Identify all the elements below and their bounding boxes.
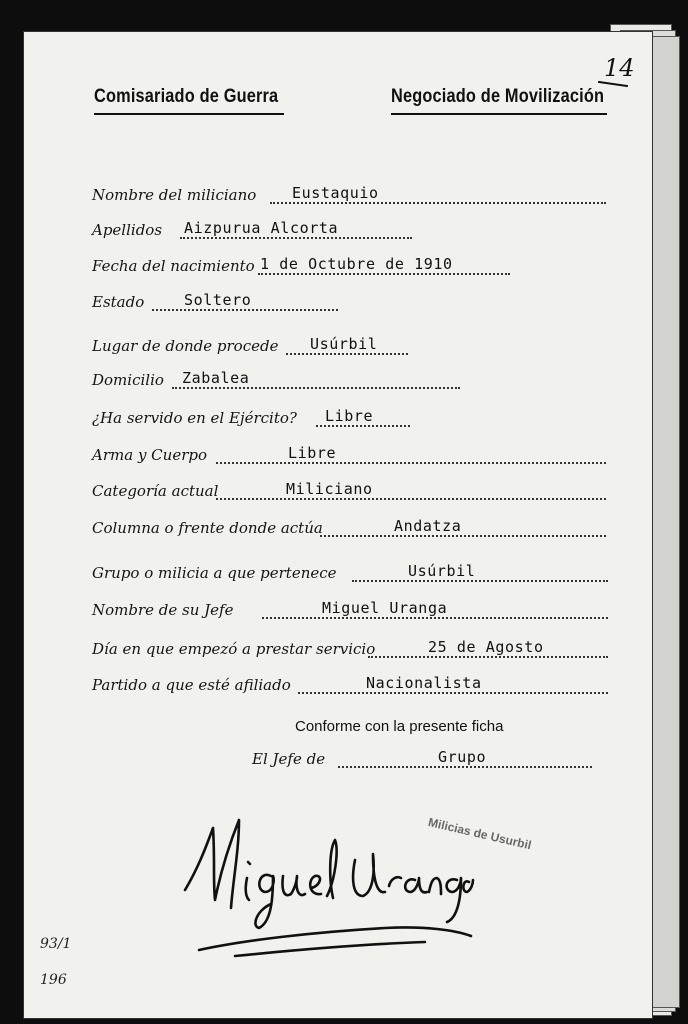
header-left-underline [94,113,284,115]
field-row-lugar [92,331,408,359]
field-row-apellidos [92,215,412,243]
field-value: Aizpurua Alcorta [184,219,339,237]
field-dotted-line [338,766,592,768]
field-dotted-line [320,535,606,537]
field-row-estado [92,287,338,315]
field-dotted-line [286,353,408,355]
header-right-underline [391,113,607,115]
field-label: Partido a que esté afiliado [92,676,291,694]
field-value: Miliciano [286,480,373,498]
field-dotted-line [270,202,606,204]
field-label: Columna o frente donde actúa [92,519,323,537]
field-dotted-line [316,425,410,427]
jefe-row [252,744,592,772]
field-label: Apellidos [92,221,163,239]
field-value: Nacionalista [366,674,482,692]
jefe-label: El Jefe de [252,750,326,768]
field-value: Usúrbil [408,562,476,580]
jefe-value: Grupo [438,748,487,766]
field-value: Zabalea [182,369,250,387]
field-row-grupo [92,558,608,586]
field-row-ejercito [92,403,410,431]
field-value: 25 de Agosto [428,638,544,656]
field-value: Eustaquio [292,184,379,202]
archive-number-1: 93/1 [40,936,72,952]
handwritten-signature [175,800,475,970]
field-label: Lugar de donde procede [92,337,279,355]
field-dotted-line [216,498,606,500]
field-row-jefe [92,595,608,623]
conforme-text: Conforme con la presente ficha [295,718,504,735]
field-label: Arma y Cuerpo [92,446,207,464]
field-dotted-line [180,237,412,239]
field-label: Grupo o milicia a que pertenece [92,564,337,582]
field-row-partido [92,670,608,698]
field-label: ¿Ha servido en el Ejército? [92,409,297,427]
header-right-title: Negociado de Movilización [391,86,605,107]
field-value: Usúrbil [310,335,378,353]
field-value: Miguel Uranga [322,599,448,617]
field-value: Andatza [394,517,462,535]
field-label: Día en que empezó a prestar servicio [92,640,376,658]
field-value: Soltero [184,291,252,309]
field-row-columna [92,513,606,541]
field-row-arma [92,440,606,468]
field-dotted-line [368,656,608,658]
field-dotted-line [258,273,510,275]
ink-stamp: Milicias de Usurbil [426,815,533,853]
reference-number: 14 [604,54,635,82]
field-dotted-line [262,617,608,619]
field-label: Fecha del nacimiento [92,257,255,275]
archive-number-2: 196 [40,972,67,988]
field-row-nombre [92,180,608,208]
field-dotted-line [172,387,460,389]
field-label: Nombre del miliciano [92,186,257,204]
field-value: Libre [325,407,374,425]
field-label: Estado [92,293,145,311]
field-dotted-line [298,692,608,694]
field-value: 1 de Octubre de 1910 [260,255,453,273]
field-label: Nombre de su Jefe [92,601,234,619]
field-label: Domicilio [92,371,164,389]
field-row-fecha [92,251,510,279]
field-row-categoria [92,476,606,504]
field-row-servicio [92,634,608,662]
field-row-domicilio [92,365,460,393]
field-dotted-line [152,309,338,311]
field-value: Libre [288,444,337,462]
header-left-title: Comisariado de Guerra [94,86,279,107]
field-dotted-line [352,580,608,582]
field-dotted-line [216,462,606,464]
field-label: Categoría actual [92,482,219,500]
